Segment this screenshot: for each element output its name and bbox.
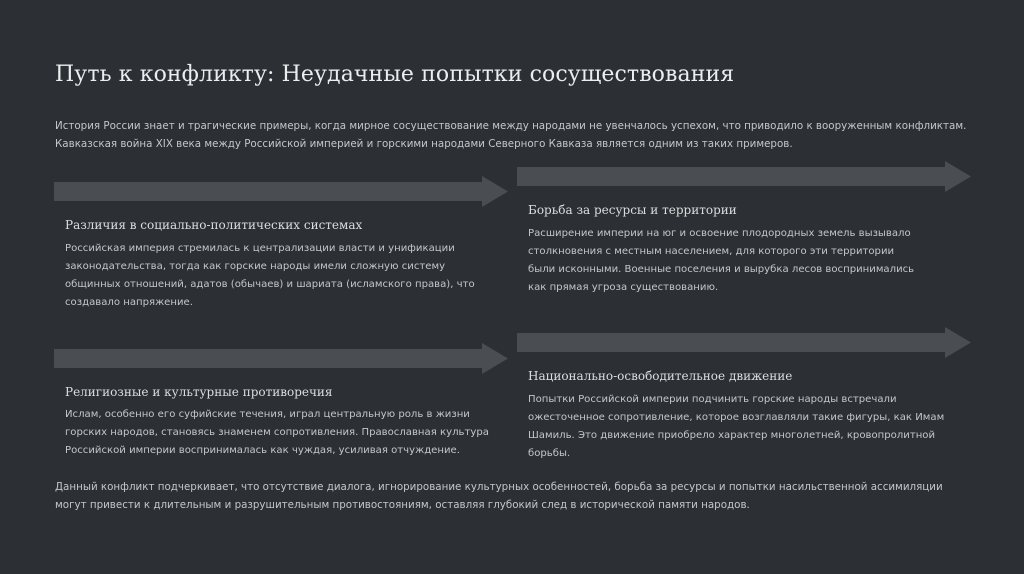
conclusion-paragraph: Данный конфликт подчеркивает, что отсутствие диалога, игнорирование культурных особенностей, борьба за ресурсы и попытки насильственной ассимиляции могут привести к длительным и разрушительным противостояниям, оставляя глубокий след в исторической памяти народов. (55, 481, 943, 511)
page-title: Путь к конфликту: Неудачные попытки сосуществования (55, 62, 735, 87)
arrow-shape (517, 327, 972, 357)
card-body: Расширение империи на юг и освоение плодородных земель вызывало столкновения с местным населением, для которого эти территории были исконными. Военные поселения и вырубка лесов воспринимались как прямая угроза существованию. (528, 228, 915, 293)
card-body: Попытки Российской империи подчинить горские народы встречали ожесточенное сопротивление, которое возглавляли такие фигуры, как Имам Шамиль. Это движение приобрело характер многолетней, кровопролитной борьбы. (528, 394, 945, 459)
card-body: Российская империя стремилась к централизации власти и унификации законодательства, тогда как горские народы имели сложную систему общинных отношений, адатов (обычаев) и шариата (исламского права), что создавало напряжение. (65, 243, 475, 308)
card-title: Религиозные и культурные противоречия (65, 385, 333, 399)
card-title: Национально-освободительное движение (528, 369, 793, 383)
arrow-shape (517, 161, 972, 191)
card-title: Борьба за ресурсы и территории (528, 203, 737, 217)
intro-paragraph: История России знает и трагические примеры, когда мирное сосуществование между народами не увенчалось успехом, что приводило к вооруженным конфликтам. Кавказская война XIX века между Российской империей и горскими народами Северного Кавказа является одним из таких примеров. (55, 120, 967, 150)
card-title: Различия в социально-политических системах (65, 218, 363, 232)
card-body: Ислам, особенно его суфийские течения, играл центральную роль в жизни горских народов, становясь знаменем сопротивления. Православная культура Российской империи воспринималась как чуждая, усиливая отчуждение. (65, 409, 489, 456)
arrow-shape (54, 343, 509, 373)
arrow-shape (54, 176, 509, 206)
